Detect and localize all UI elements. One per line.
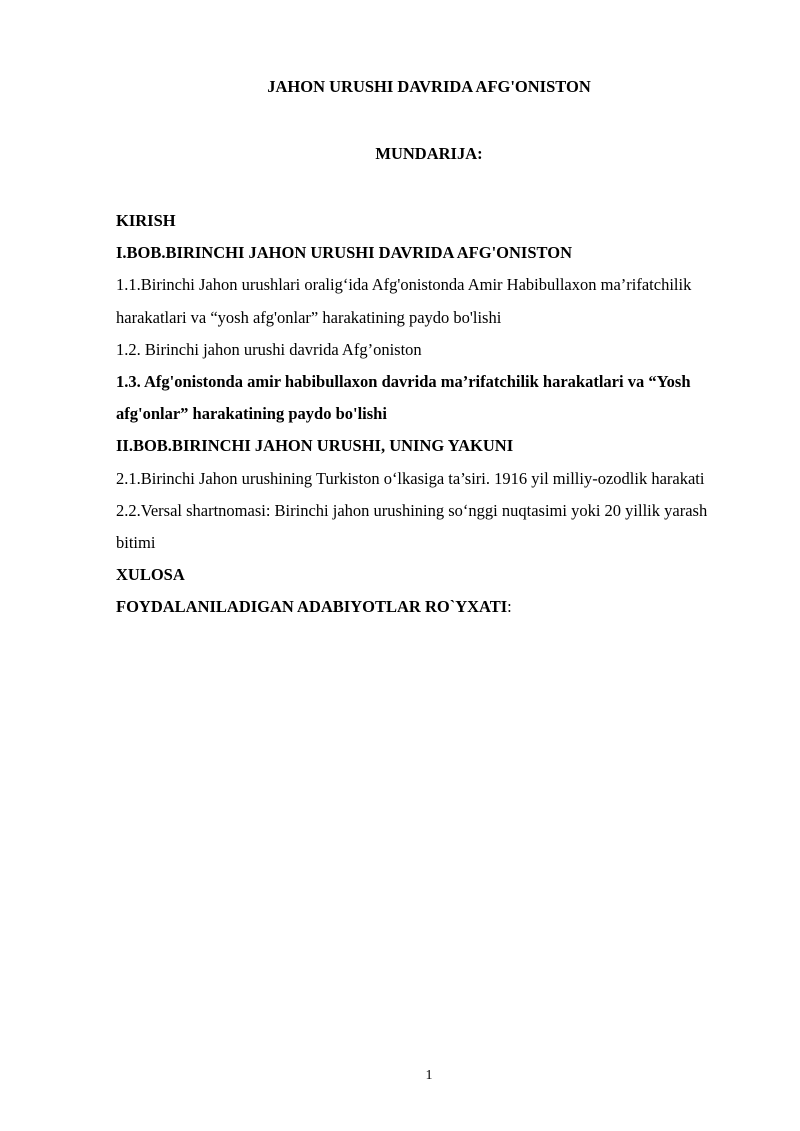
- toc-entry-text: 1.2. Birinchi jahon urushi davrida Afg’oniston: [116, 339, 422, 359]
- toc-entry-text: 1.1.Birinchi Jahon urushlari oralig‘ida Afg'onistonda Amir Habibullaxon ma’rifatchilik harakatlari va “yosh afg'onlar” harakatining paydo bo'lishi: [116, 275, 692, 327]
- toc-entry-text: II.BOB.BIRINCHI JAHON URUSHI, UNING YAKUNI: [116, 436, 514, 456]
- toc-entry-chapter-2: [116, 430, 746, 462]
- toc-entry-chapter-1: [116, 237, 746, 269]
- toc-entry-text: XULOSA: [116, 565, 185, 585]
- toc-entry-1-2: [116, 334, 746, 366]
- toc-entry-2-1: [116, 463, 746, 495]
- toc-entry-suffix: :: [507, 597, 512, 617]
- toc-entry-kirish: [116, 205, 746, 237]
- toc-entry-text: FOYDALANILADIGAN ADABIYOTLAR RO`YXATI: [116, 597, 508, 617]
- toc-entry-1-3: [116, 366, 746, 430]
- toc-entry-text: 2.1.Birinchi Jahon urushining Turkiston o‘lkasiga ta’siri. 1916 yil milliy-ozodlik harakati: [116, 468, 705, 488]
- toc-entry-xulosa: [116, 559, 746, 591]
- table-of-contents: [116, 205, 746, 624]
- page-number: 1: [425, 1068, 433, 1083]
- toc-entry-2-2: [116, 495, 746, 559]
- toc-entry-1-1: [116, 269, 746, 333]
- toc-entry-text: 1.3. Afg'onistonda amir habibullaxon davrida ma’rifatchilik harakatlari va “Yosh afg'onlar” harakatining paydo bo'lishi: [116, 372, 691, 424]
- toc-entry-text: I.BOB.BIRINCHI JAHON URUSHI DAVRIDA AFG'ONISTON: [116, 243, 572, 263]
- document-title: JAHON URUSHI DAVRIDA AFG'ONISTON: [267, 77, 591, 96]
- toc-heading: MUNDARIJA:: [375, 144, 483, 163]
- toc-entry-text: KIRISH: [116, 211, 176, 230]
- toc-entry-bibliography: [116, 591, 746, 623]
- toc-entry-text: 2.2.Versal shartnomasi: Birinchi jahon urushining so‘nggi nuqtasimi yoki 20 yillik yarash bitimi: [116, 500, 708, 553]
